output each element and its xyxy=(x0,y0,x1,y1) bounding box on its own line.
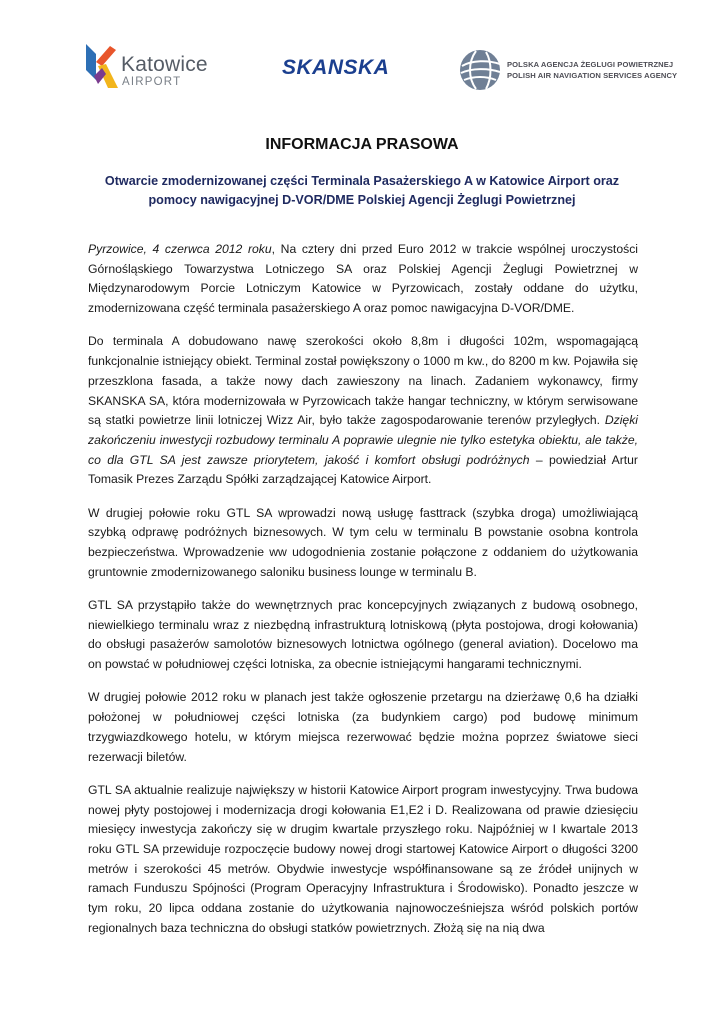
paragraph-1-text: , Na cztery dni przed Euro 2012 w trakcie wspólnej uroczystości Górnośląskiego Towarzystwa Lotniczego SA oraz Polskiej Agencji Żeglugi Powietrznej w Międzynarodowym Porcie Lotniczym Katowice w Pyrzowicach, zostały oddane do użytku, zmodernizowana część terminala pasażerskiego A oraz pomoc nawigacyjna D-VOR/DME. xyxy=(88,242,638,316)
pansa-logo xyxy=(456,44,678,96)
paragraph-2-text: Do terminala A dobudowano nawę szerokości około 8,8m i długości 102m, wspomagającą funkcjonalnie istniejący obiekt. Terminal został powiększony o 1000 m kw., do 8200 m kw. Pojawiła się przeszklona fasada, a także nowy dach zawieszony na linach. Zadaniem wykonawcy, firmy SKANSKA SA, która modernizowała w Pyrzowicach także hangar techniczny, w którym serwisowane są statki powietrze linii lotniczej Wizz Air, było także zagospodarowanie terenów przyległych. xyxy=(88,334,638,428)
katowice-k-mark-icon xyxy=(84,40,120,90)
pansa-name-en: POLISH AIR NAVIGATION SERVICES AGENCY xyxy=(507,71,678,80)
paragraph-2 xyxy=(88,332,638,490)
skanska-logo: SKANSKA xyxy=(282,56,390,79)
paragraph-2-tail: – powiedział Artur Tomasik Prezes Zarządu Spółki zarządzającej Katowice Airport. xyxy=(88,452,638,487)
pansa-name-pl: POLSKA AGENCJA ŻEGLUGI POWIETRZNEJ xyxy=(507,60,674,69)
document-subtitle: Otwarcie zmodernizowanej części Terminala Pasażerskiego A w Katowice Airport oraz pomocy nawigacyjnej D-VOR/DME Polskiej Agencji Żeglugi Powietrznej xyxy=(104,174,620,207)
dateline: Pyrzowice, 4 czerwca 2012 roku xyxy=(88,242,272,256)
paragraph-5: W drugiej połowie 2012 roku w planach jest także ogłoszenie przetargu na dzierżawę 0,6 ha działki położonej w południowej części lotniska (za budynkiem cargo) pod budowę minimum trzygwiazdkowego hotelu, w którym miejsca rezerwować będzie można poprzez światowe sieci rezerwacji biletów. xyxy=(88,690,638,764)
paragraph-6: GTL SA aktualnie realizuje największy w historii Katowice Airport program inwestycyjny. Trwa budowa nowej płyty postojowej i modernizacja drogi kołowania E1,E2 i D. Realizowana od prawie dziesięciu miesięcy inwestycja zakończy się w drugim kwartale przyszłego roku. Najpóźniej w I kwartale 2013 roku GTL SA przewiduje rozpoczęcie budowy nowej drogi startowej Katowice Airport o długości 3200 metrów i szerokości 45 metrów. Obydwie inwestycje współfinansowane są ze źródeł unijnych w ramach Funduszu Spójności (Program Operacyjny Infrastruktura i Środowisko). Ponadto jeszcze w tym roku, 20 lipca oddana zostanie do użytkowania najnowocześniejsza wśród polskich portów regionalnych baza techniczna do obsługi statków powietrznych. Złożą się na nią dwa xyxy=(88,782,638,935)
document-body xyxy=(88,240,638,952)
document-title: INFORMACJA PRASOWA xyxy=(265,136,459,153)
paragraph-1 xyxy=(88,240,638,319)
quote: Dzięki zakończeniu inwestycji rozbudowy terminalu A poprawie ulegnie nie tylko estetyka obiektu, ale także, co dla GTL SA jest zawsze priorytetem, jakość i komfort obsługi podróżnych xyxy=(88,413,638,467)
katowice-airport-logo xyxy=(84,40,209,95)
paragraph-4: GTL SA przystąpiło także do wewnętrznych prac koncepcyjnych związanych z budową osobnego, niewielkiego terminalu wraz z niezbędną infrastrukturą lotniskową (płyta postojowa, drogi kołowania) do obsługi pasażerów samolotów biznesowych lotnictwa ogólnego (general aviation). Docelowo ma on powstać w południowej części lotniska, za obecnie istniejącymi hangarami technicznymi. xyxy=(88,598,638,672)
katowice-logo-name: Katowice xyxy=(121,53,208,76)
katowice-logo-sub: AIRPORT xyxy=(122,76,182,88)
pansa-globe-icon xyxy=(456,44,504,96)
paragraph-3: W drugiej połowie roku GTL SA wprowadzi nową usługę fasttrack (szybka droga) umożliwiającą szybką odprawę podróżnych biznesowych. W tym celu w terminalu B powstanie osobna kontrola bezpieczeństwa. Wprowadzenie ww udogodnienia zostanie połączone z oddaniem do użytkowania gruntownie zmodernizowanego saloniku business lounge w terminalu B. xyxy=(88,505,638,579)
